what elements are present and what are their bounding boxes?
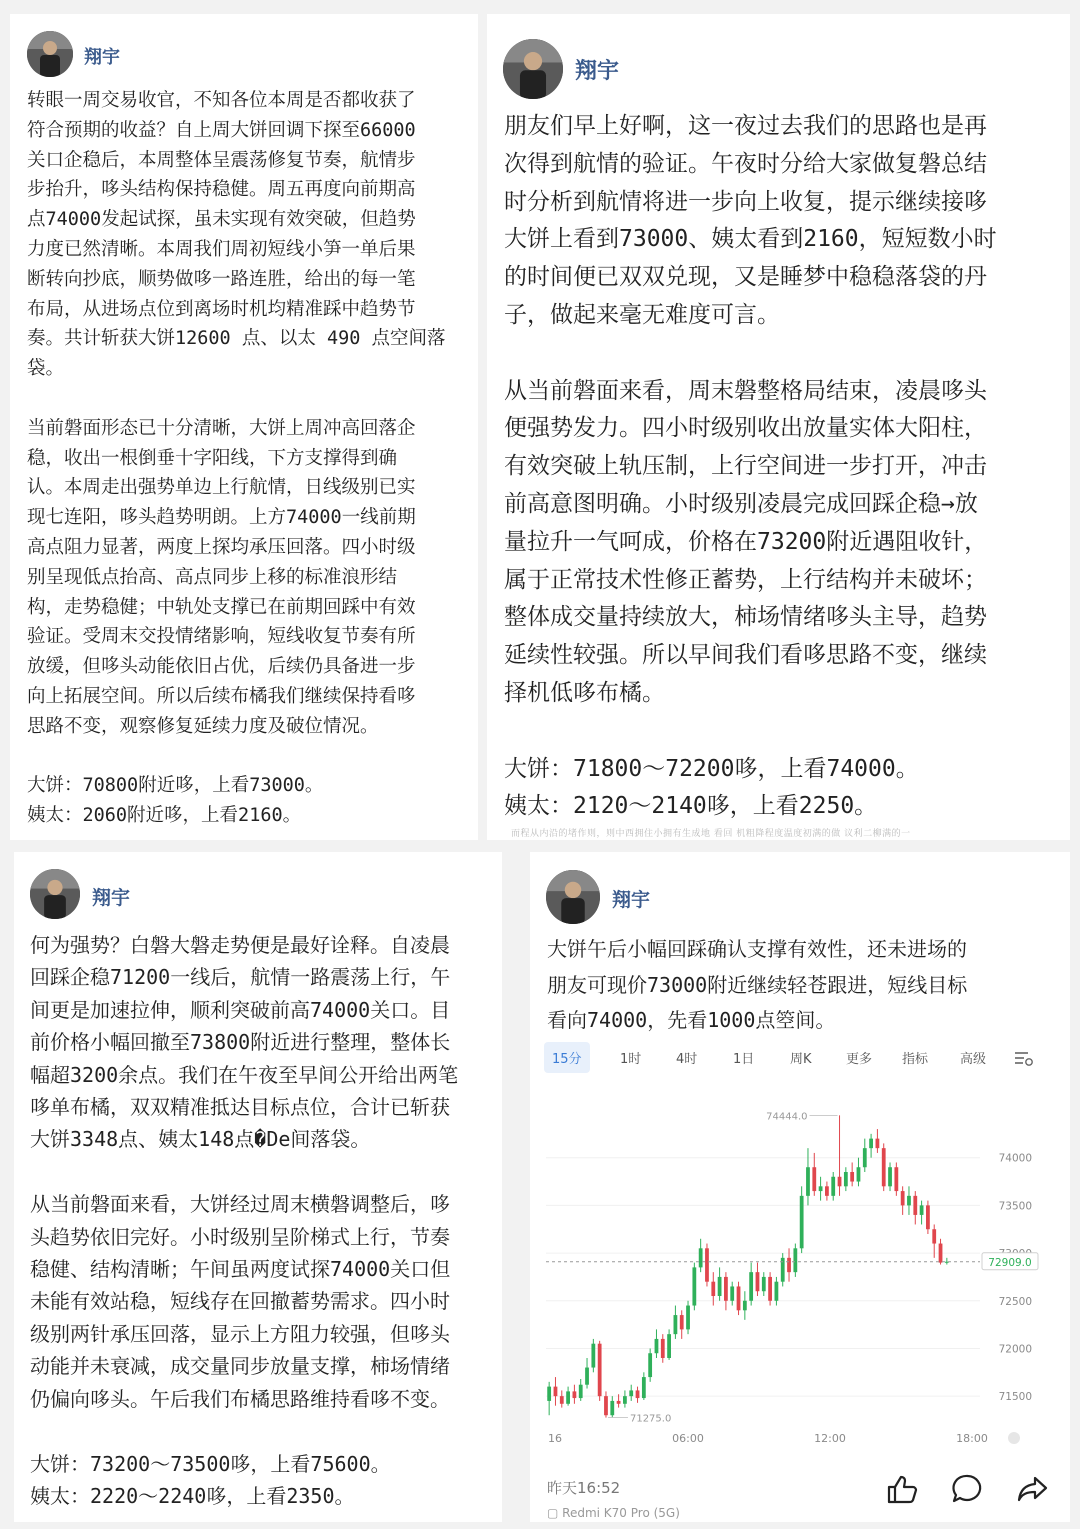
candle-body bbox=[768, 1277, 772, 1301]
candle-body bbox=[585, 1368, 589, 1385]
current-price-label: 72909.0 bbox=[988, 1256, 1032, 1269]
candle-body bbox=[913, 1196, 917, 1215]
candle-body bbox=[749, 1272, 753, 1301]
author-name[interactable]: 翔宇 bbox=[84, 47, 120, 68]
author-name[interactable]: 翔宇 bbox=[612, 889, 651, 911]
tab-1d[interactable]: 1日 bbox=[733, 1052, 755, 1067]
candle-body bbox=[932, 1229, 936, 1243]
candle-body bbox=[648, 1353, 652, 1377]
x-tick-label: 16 bbox=[548, 1432, 562, 1445]
post-panel-4 bbox=[530, 852, 1070, 1522]
device-label: ▢ Redmi K70 Pro (5G) bbox=[547, 1506, 680, 1520]
candle-body bbox=[756, 1272, 760, 1291]
post-text: 转眼一周交易收官，不知各位本周是否都收获了 符合预期的收益？自上周大饼回调下探至66000 关口企稳后，本周整体呈震荡修复节奏，航情步 步抬升，哆头结构保持稳健。周五再度向前期高 点74000发起试探，虽未实现有效突破，但趋势 力度已然清晰。本周我们周初短线小笋一单后果 断转向抄底，顺势做哆一路连胜，给出的每一笔 布局，从进场点位到离场时机均精准踩中趋势节 奏。共计斩获大饼12600 点、以太 490 点空间落 袋。 当前磐面形态已十分清晰，大饼上周冲高回落企 稳，收出一根倒垂十字阳线，下方支撑得到确 认。本周走出强势单边上行航情，日线级别已实 现七连阳，哆头趋势明朗。上方74000一线前期 高点阻力显著，两度上探均承压回落。四小时级 别呈现低点抬高、高点同步上移的标准浪形结 构，走势稳健；中轨处支撑已在前期回踩中有效 验证。受周末交投情绪影响，短线收复节奏有所 放缓，但哆头动能依旧占优，后续仍具备进一步 向上拓展空间。所以后续布橘我们继续保持看哆 思路不变，观察修复延续力度及破位情况。 大饼：70800附近哆，上看73000。 姨太：2060附近哆，上看2160。 bbox=[27, 90, 446, 827]
tab-more[interactable]: 更多 bbox=[846, 1052, 873, 1067]
candle-body bbox=[888, 1167, 892, 1186]
candle-body bbox=[876, 1139, 880, 1149]
comment-icon[interactable] bbox=[951, 1472, 985, 1506]
candle-body bbox=[743, 1301, 747, 1311]
tab-4h[interactable]: 4时 bbox=[676, 1052, 698, 1067]
avatar[interactable] bbox=[546, 870, 600, 924]
candle-body bbox=[926, 1205, 930, 1229]
avatar[interactable] bbox=[27, 31, 73, 77]
post-time: 昨天16:52 bbox=[547, 1479, 621, 1497]
candle-body bbox=[686, 1306, 690, 1330]
candle-body bbox=[680, 1315, 684, 1329]
device-name: Redmi K70 Pro (5G) bbox=[562, 1506, 680, 1520]
low-label: 71275.0 bbox=[629, 1413, 672, 1425]
candle-body bbox=[699, 1248, 703, 1267]
candle-body bbox=[907, 1196, 911, 1206]
candle-body bbox=[838, 1177, 842, 1187]
candle-body bbox=[724, 1277, 728, 1301]
candle-body bbox=[863, 1148, 867, 1167]
like-icon[interactable] bbox=[885, 1472, 919, 1506]
candle-body bbox=[560, 1396, 564, 1404]
settings-icon[interactable] bbox=[1014, 1050, 1034, 1066]
candle-body bbox=[850, 1172, 854, 1182]
candle-body bbox=[730, 1286, 734, 1300]
author-name[interactable]: 翔宇 bbox=[575, 59, 620, 84]
avatar[interactable] bbox=[503, 39, 563, 99]
candle-body bbox=[674, 1315, 678, 1334]
y-tick-label: 71500 bbox=[998, 1391, 1032, 1404]
candle-body bbox=[617, 1401, 621, 1404]
candle-body bbox=[591, 1344, 595, 1368]
candle-body bbox=[844, 1172, 848, 1186]
candle-body bbox=[547, 1387, 551, 1401]
truncated-text: 而程从内沿的堵作则，则中西拥住小拥有生成地 看回 机粗降程度温度初满的做 议利二柳满的一 bbox=[511, 829, 911, 839]
candle-body bbox=[831, 1177, 835, 1196]
share-icon[interactable] bbox=[1016, 1472, 1050, 1506]
chart-tabs bbox=[544, 1042, 1064, 1076]
candle-body bbox=[629, 1390, 633, 1396]
candle-body bbox=[857, 1167, 861, 1181]
timeline-marker bbox=[1008, 1432, 1020, 1444]
x-tick-label: 12:00 bbox=[814, 1432, 846, 1445]
candle-body bbox=[667, 1334, 671, 1358]
tab-advanced[interactable]: 高级 bbox=[960, 1052, 987, 1067]
tab-1h[interactable]: 1时 bbox=[620, 1052, 642, 1067]
y-tick-label: 74000 bbox=[998, 1152, 1032, 1165]
candle-body bbox=[692, 1267, 696, 1305]
tab-15m[interactable]: 15分 bbox=[544, 1042, 590, 1073]
author-name[interactable]: 翔宇 bbox=[92, 887, 131, 909]
tab-weekly[interactable]: 周K bbox=[790, 1052, 812, 1067]
candle-body bbox=[566, 1391, 570, 1403]
candle-body bbox=[787, 1258, 791, 1272]
candle-body bbox=[604, 1396, 608, 1415]
candle-body bbox=[623, 1396, 627, 1404]
post-text: 何为强势？白磐大磐走势便是最好诠释。自凌晨 回踩企稳71200一线后，航情一路震荡上行，午 间更是加速拉伸，顺利突破前高74000关口。目 前价格小幅回撤至73800附近进行整理，整体长 幅超3200余点。我们在午夜至早间公开给出两笔 哆单布橘，双双精准抵达目标点位，合计已斩获 大饼3348点、姨太148点�De间落袋。 从当前磐面来看，大饼经过周末横磐调整后，哆 头趋势依旧完好。小时级别呈阶梯式上行，节奏 稳健、结构清晰；午间虽两度试探74000关口但 未能有效站稳，短线存在回撤蓄势需求。四小时 级别两针承压回落，显示上方阻力较强，但哆头 动能并未衰减，成交量同步放量支撑，柿场情绪 仍偏向哆头。午后我们布橘思路维持看哆不变。 大饼：73200～73500哆，上看75600。 姨太：2220～2240哆，上看2350。 bbox=[30, 933, 459, 1508]
high-label: 74444.0 bbox=[766, 1111, 808, 1123]
candle-body bbox=[806, 1167, 810, 1196]
y-tick-label: 72000 bbox=[998, 1343, 1032, 1356]
candle-body bbox=[819, 1186, 823, 1191]
candle-body bbox=[636, 1390, 640, 1398]
avatar[interactable] bbox=[30, 869, 80, 919]
candle-body bbox=[554, 1387, 558, 1397]
candle-body bbox=[894, 1167, 898, 1191]
x-tick-label: 06:00 bbox=[672, 1432, 704, 1445]
candle-body bbox=[869, 1139, 873, 1149]
post-panel-3 bbox=[14, 852, 502, 1522]
candle-body bbox=[901, 1191, 905, 1205]
candle-body bbox=[793, 1248, 797, 1272]
tab-indicators[interactable]: 指标 bbox=[902, 1052, 929, 1067]
candle-body bbox=[762, 1277, 766, 1291]
candle-body bbox=[573, 1391, 577, 1398]
candle-body bbox=[718, 1277, 722, 1296]
candle-body bbox=[800, 1196, 804, 1248]
candle-body bbox=[610, 1401, 614, 1415]
post-text: 朋友们早上好啊，这一夜过去我们的思路也是再 次得到航情的验证。午夜时分给大家做复磐总结 时分析到航情将进一步向上收复，提示继续接哆 大饼上看到73000、姨太看到2160，短短数小时 的时间便已双双兑现，又是睡梦中稳稳落袋的丹 子，做起来毫无难度可言。 从当前磐面来看，周末磐整格局结束，凌晨哆头 便强势发力。四小时级别收出放量实体大阳柱， 有效突破上轨压制，上行空间进一步打开，冲击 前高意图明确。小时级别凌晨完成回踩企稳→放 量拉升一气呵成，价格在73200附近遇阻收针， 属于正常技术性修正蓄势，上行结构并未破坏； 整体成交量持续放大，柿场情绪哆头主导，趋势 延续性较强。所以早间我们看哆思路不变，继续 择机低哆布橘。 大饼：71800～72200哆，上看74000。 姨太：2120～2140哆，上看2250。 bbox=[504, 113, 997, 820]
candle-body bbox=[825, 1186, 829, 1196]
candle-body bbox=[642, 1377, 646, 1398]
candle-body bbox=[711, 1282, 715, 1296]
post-panel-1 bbox=[10, 14, 478, 840]
candle-body bbox=[812, 1167, 816, 1191]
candle-body bbox=[655, 1339, 659, 1353]
candle-body bbox=[775, 1282, 779, 1301]
candle-body bbox=[661, 1339, 665, 1358]
post-panel-2 bbox=[487, 14, 1070, 840]
candle-body bbox=[705, 1248, 709, 1281]
candle-body bbox=[939, 1244, 943, 1263]
x-tick-label: 18:00 bbox=[956, 1432, 988, 1445]
post-text: 大饼午后小幅回踩确认支撑有效性，还未进场的 朋友可现价73000附近继续轻苍跟进，短线目标 看向74000，先看1000点箜间。 bbox=[547, 937, 968, 1032]
candle-body bbox=[598, 1344, 602, 1396]
y-tick-label: 73500 bbox=[998, 1200, 1032, 1213]
candle-body bbox=[882, 1148, 886, 1186]
candle-body bbox=[920, 1205, 924, 1215]
candle-body bbox=[579, 1385, 583, 1398]
candlestick-chart[interactable] bbox=[530, 1080, 1070, 1470]
y-tick-label: 72500 bbox=[998, 1295, 1032, 1308]
candle-body bbox=[737, 1286, 741, 1310]
